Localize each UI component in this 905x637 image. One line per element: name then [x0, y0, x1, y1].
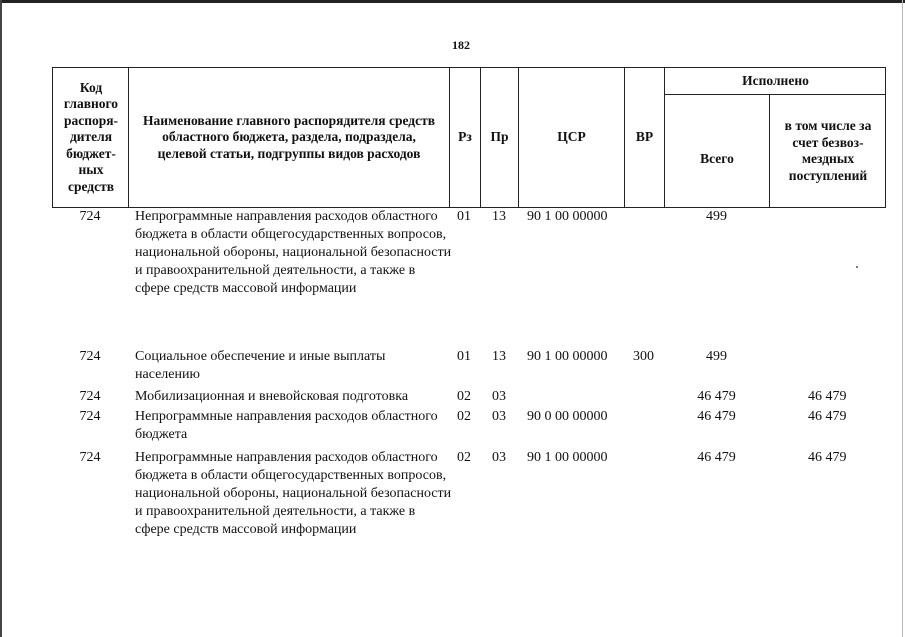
- row-rz: 02: [457, 409, 471, 424]
- header-vr: ВР: [635, 129, 654, 145]
- row-code: 724: [79, 209, 101, 224]
- row-csr: 90 1 00 00000: [527, 209, 608, 224]
- row-name: Непрограммные направления расходов областного бюджета в области общегосударственных вопросов, национальной обороны, национальной безопасности и правоохранительной деятельности, а также в сфере средств массовой информации: [135, 450, 452, 537]
- header-name: Наименование главного распорядителя средств областного бюджета, раздела, подраздела, целевой статьи, подгруппы видов расходов: [143, 112, 436, 161]
- row-total: 46 479: [697, 409, 736, 424]
- row-name: Социальное обеспечение и иные выплаты населению: [135, 349, 386, 382]
- row-rz: 02: [457, 389, 471, 404]
- row-csr: 90 0 00 00000: [527, 409, 608, 424]
- header-code: Код главного распоря-дителя бюджет-ных средств: [63, 79, 119, 194]
- table-header: [52, 67, 886, 208]
- row-code: 724: [79, 389, 101, 404]
- row-rz: 02: [457, 450, 471, 465]
- row-pr: 03: [492, 389, 506, 404]
- row-name: Непрограммные направления расходов областного бюджета: [135, 409, 438, 442]
- row-name: Мобилизационная и вневойсковая подготовка: [135, 389, 409, 404]
- row-total: 499: [706, 209, 727, 224]
- row-pr: 03: [492, 450, 506, 465]
- row-total: 499: [706, 349, 727, 364]
- header-csr: ЦСР: [557, 129, 586, 145]
- row-csr: 90 1 00 00000: [527, 349, 608, 364]
- scan-left-edge: [0, 0, 2, 637]
- row-code: 724: [79, 450, 101, 465]
- scan-speck: [856, 266, 858, 268]
- header-executed: Исполнено: [742, 72, 809, 88]
- row-gratuitous: 46 479: [808, 409, 847, 424]
- row-rz: 01: [457, 349, 471, 364]
- header-rz: Рз: [458, 129, 472, 145]
- row-gratuitous: 46 479: [808, 450, 847, 465]
- header-total: Всего: [700, 150, 734, 166]
- row-total: 46 479: [697, 450, 736, 465]
- page-number: 182: [452, 38, 470, 52]
- row-gratuitous: 46 479: [808, 389, 847, 404]
- header-pr: Пр: [490, 129, 509, 145]
- row-code: 724: [79, 349, 101, 364]
- row-csr: 90 1 00 00000: [527, 450, 608, 465]
- row-pr: 13: [492, 349, 506, 364]
- row-rz: 01: [457, 209, 471, 224]
- row-pr: 13: [492, 209, 506, 224]
- row-pr: 03: [492, 409, 506, 424]
- scan-top-edge: [0, 0, 905, 3]
- row-total: 46 479: [697, 389, 736, 404]
- row-code: 724: [79, 409, 101, 424]
- row-vr: 300: [633, 349, 654, 364]
- scan-right-edge: [902, 0, 903, 637]
- row-name: Непрограммные направления расходов областного бюджета в области общегосударственных вопросов, национальной обороны, национальной безопасности и правоохранительной деятельности, а также в сфере средств массовой информации: [135, 209, 452, 296]
- header-gratuitous: в том числе за счет безвоз-мездных поступлений: [784, 118, 872, 183]
